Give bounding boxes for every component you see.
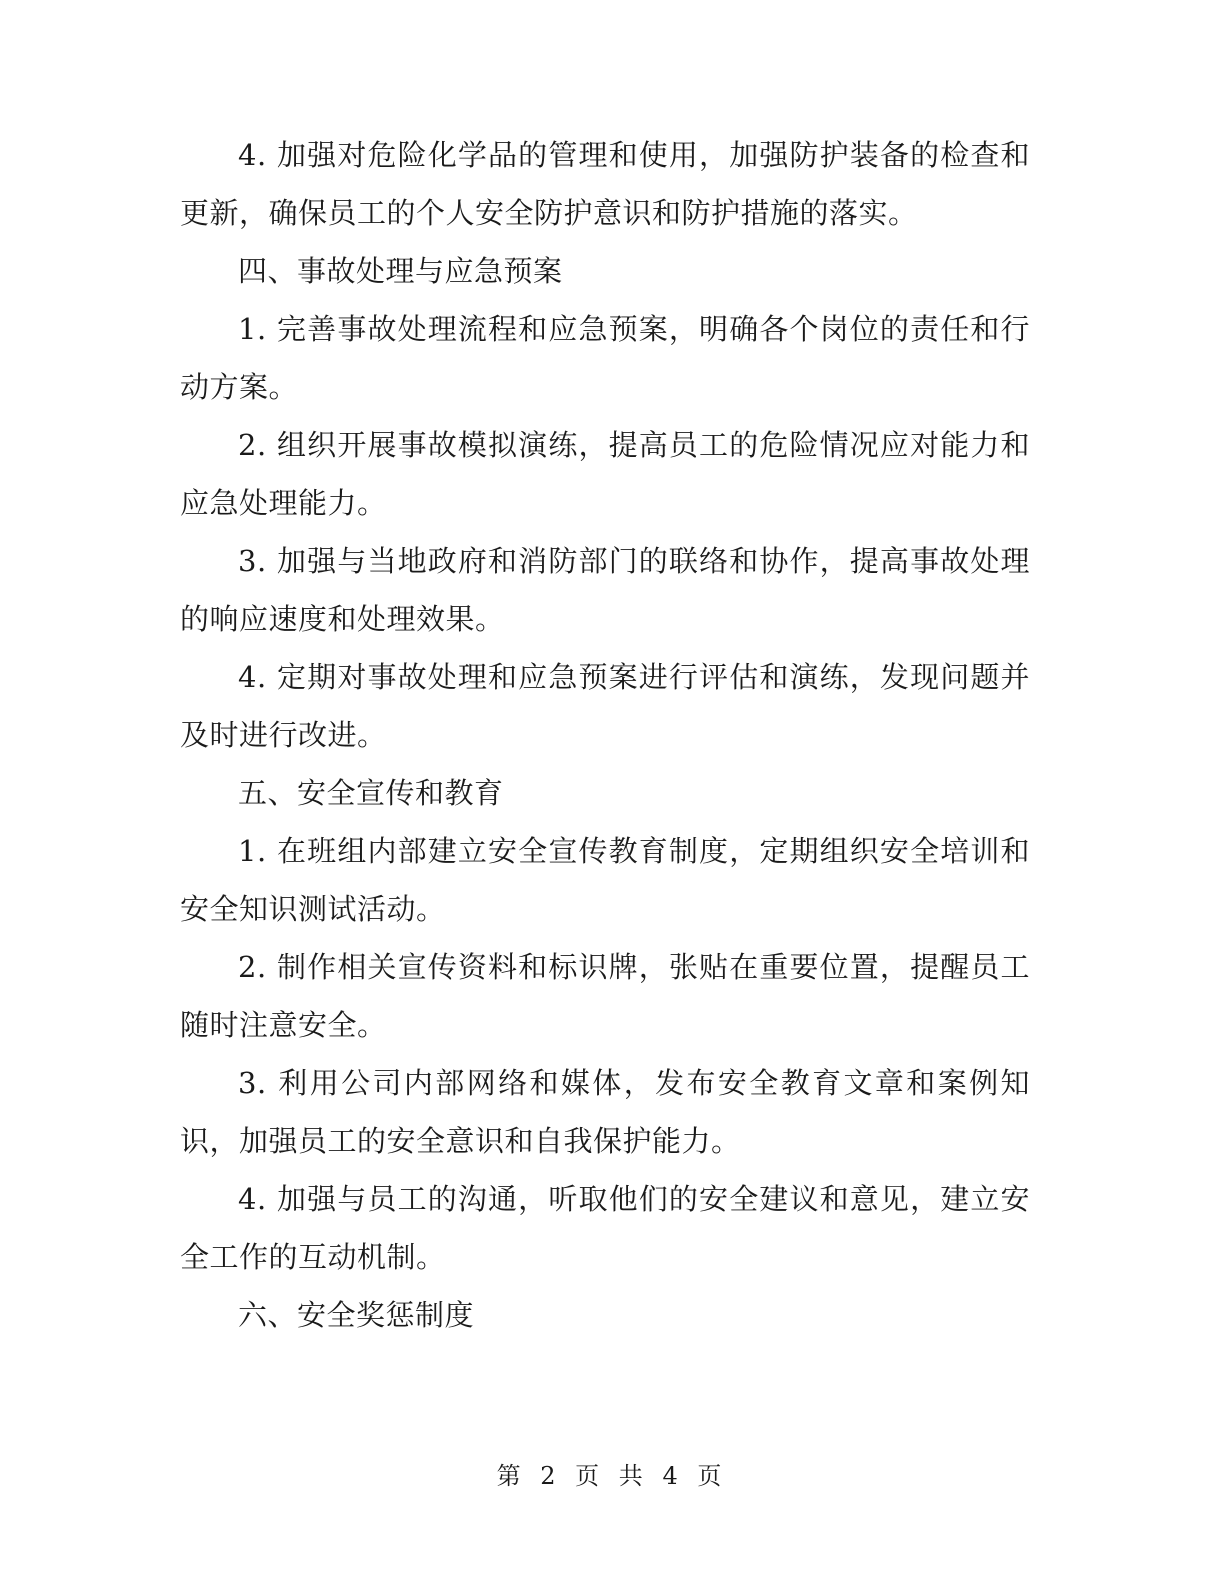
paragraph-accident-drill: 2. 组织开展事故模拟演练，提高员工的危险情况应对能力和应急处理能力。: [180, 428, 1030, 520]
paragraph-chemical-management: 4. 加强对危险化学品的管理和使用，加强防护装备的检查和更新，确保员工的个人安全防护意识和防护措施的落实。: [180, 138, 1030, 230]
paragraph-communication: 4. 加强与员工的沟通，听取他们的安全建议和意见，建立安全工作的互动机制。: [180, 1182, 1030, 1274]
paragraph-internal-media: 3. 利用公司内部网络和媒体，发布安全教育文章和案例知识，加强员工的安全意识和自我保护能力。: [180, 1066, 1030, 1158]
section-heading-safety-education: 五、安全宣传和教育: [238, 776, 504, 810]
document-body: [180, 126, 1030, 1344]
paragraph-education-system: 1. 在班组内部建立安全宣传教育制度，定期组织安全培训和安全知识测试活动。: [180, 834, 1030, 926]
page-number-footer: 第 2 页 共 4 页: [496, 1462, 728, 1490]
paragraph-plan-evaluation: 4. 定期对事故处理和应急预案进行评估和演练，发现问题并及时进行改进。: [180, 660, 1030, 752]
paragraph-signage: 2. 制作相关宣传资料和标识牌，张贴在重要位置，提醒员工随时注意安全。: [180, 950, 1030, 1042]
section-heading-rewards-penalties: 六、安全奖惩制度: [238, 1298, 475, 1332]
paragraph-government-cooperation: 3. 加强与当地政府和消防部门的联络和协作，提高事故处理的响应速度和处理效果。: [180, 544, 1030, 636]
paragraph-accident-process: 1. 完善事故处理流程和应急预案，明确各个岗位的责任和行动方案。: [180, 312, 1030, 404]
section-heading-accident-handling: 四、事故处理与应急预案: [238, 254, 563, 288]
